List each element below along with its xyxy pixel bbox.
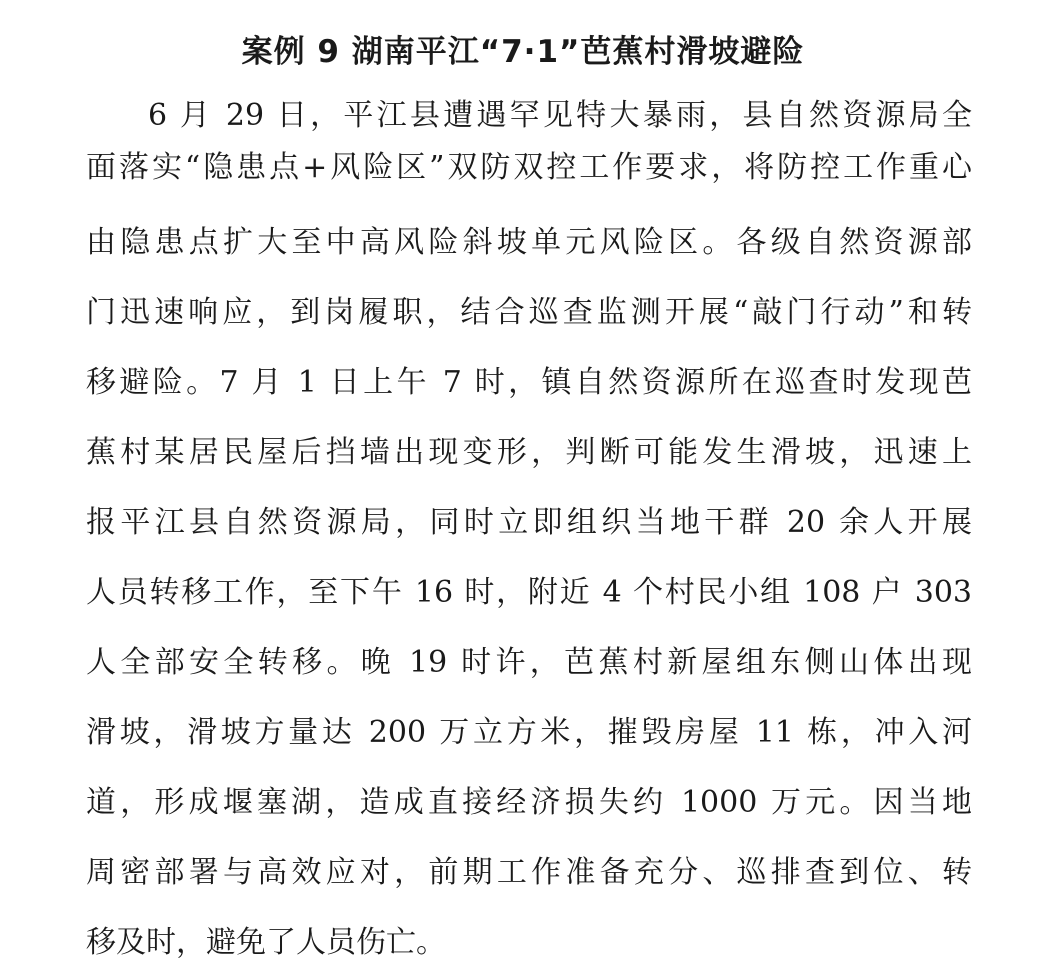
paragraph-line: 6 月 29 日，平江县遭遇罕见特大暴雨，县自然资源局全 [148,98,972,133]
paragraph-line: 周密部署与高效应对，前期工作准备充分、巡排查到位、转 [86,855,972,890]
paragraph-line: 人员转移工作，至下午 16 时，附近 4 个村民小组 108 户 303 [86,575,972,610]
paragraph-line: 移避险。7 月 1 日上午 7 时，镇自然资源所在巡查时发现芭 [86,365,972,400]
paragraph-line: 报平江县自然资源局，同时立即组织当地干群 20 余人开展 [86,505,972,540]
paragraph-line: 人全部安全转移。晚 19 时许，芭蕉村新屋组东侧山体出现 [86,645,972,680]
paragraph-line: 蕉村某居民屋后挡墙出现变形，判断可能发生滑坡，迅速上 [86,435,972,470]
paragraph-line: 由隐患点扩大至中高风险斜坡单元风险区。各级自然资源部 [86,225,972,260]
paragraph-line: 道，形成堰塞湖，造成直接经济损失约 1000 万元。因当地 [86,785,972,820]
document-title: 案例 9 湖南平江“7·1”芭蕉村滑坡避险 [241,34,805,70]
paragraph-line: 移及时，避免了人员伤亡。 [86,925,446,960]
paragraph-line: 滑坡，滑坡方量达 200 万立方米，摧毁房屋 11 栋，冲入河 [86,715,972,750]
paragraph-line: 门迅速响应，到岗履职，结合巡查监测开展“敲门行动”和转 [86,295,972,330]
paragraph-line: 面落实“隐患点+风险区”双防双控工作要求，将防控工作重心 [86,150,972,185]
